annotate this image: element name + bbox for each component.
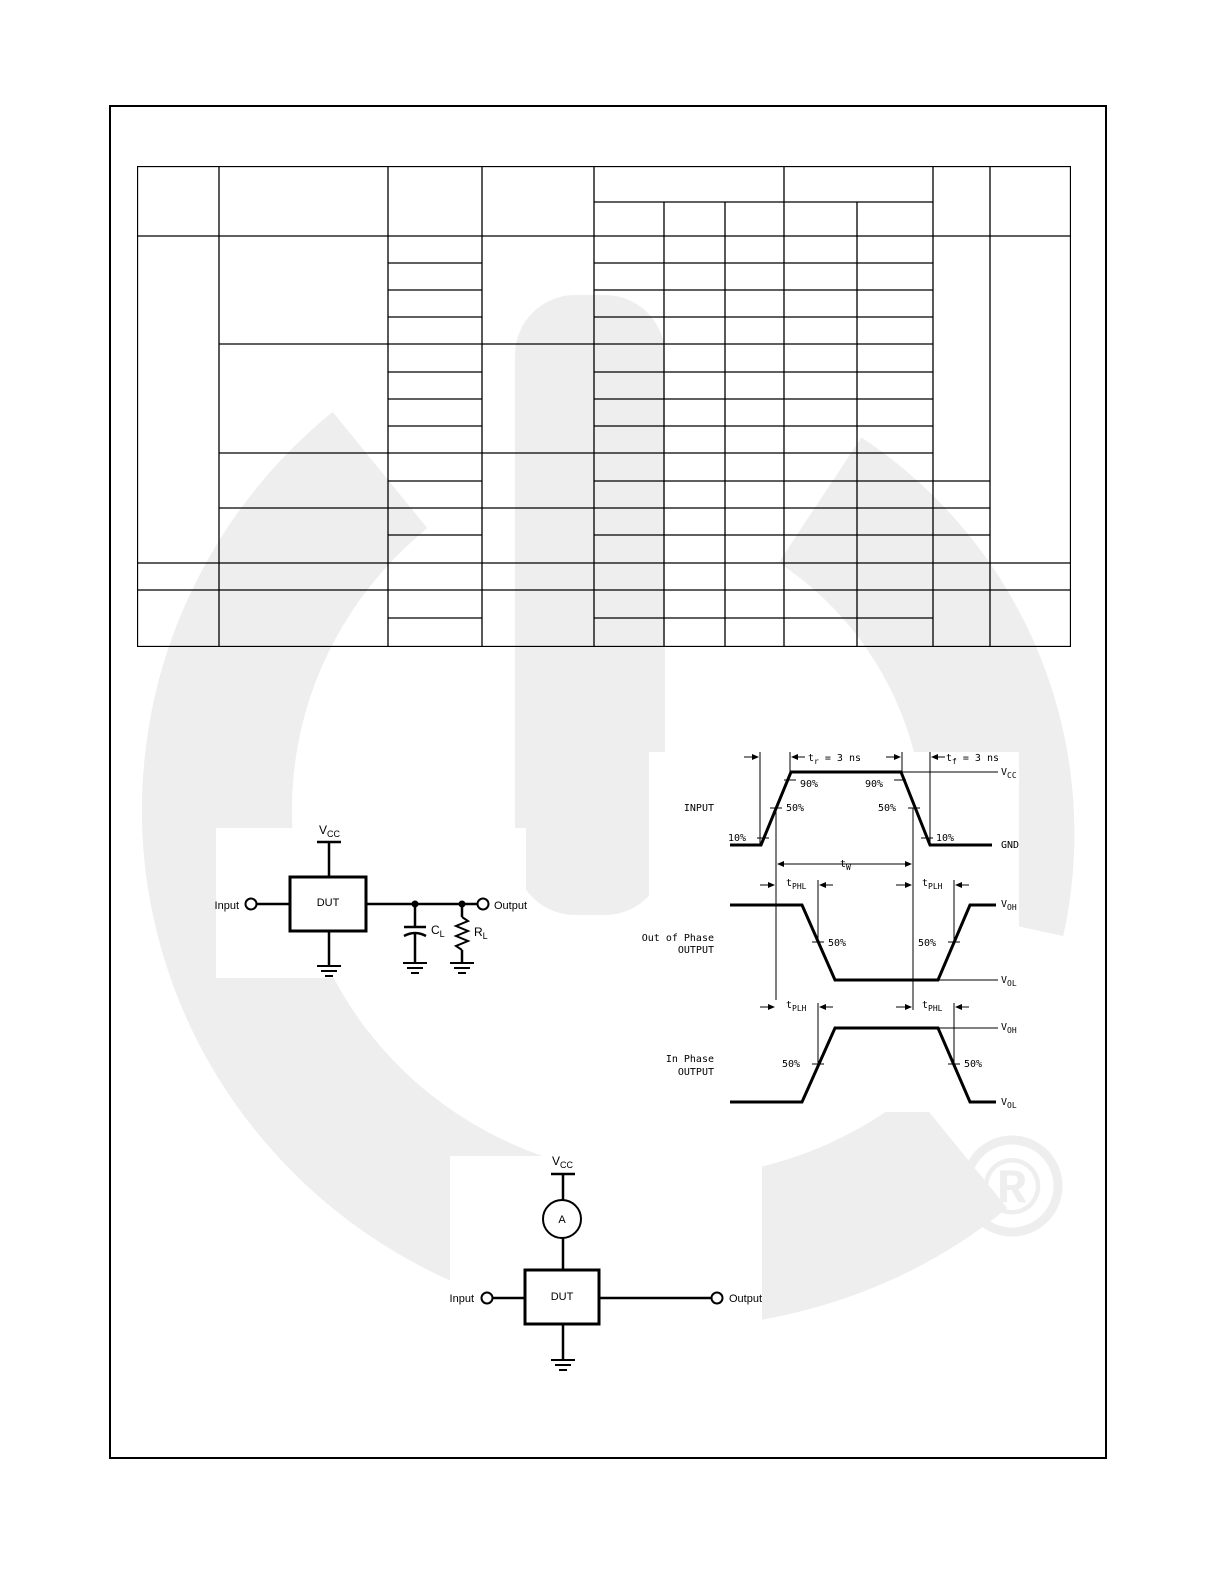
tw-label: $t_W$ [840, 859, 851, 872]
tf-label: $t_f = 3$ ns [946, 753, 1000, 766]
voh-label: $V_{OH}$ [1001, 899, 1017, 912]
input-label: Input [214, 900, 239, 912]
pct-50-rise: 50% [786, 803, 805, 814]
tplh-label: $t_{PLH}$ [922, 878, 943, 891]
tphl2-label: $t_{PHL}$ [922, 1000, 943, 1013]
input-label: INPUT [683, 803, 714, 814]
pct-50-oop-rise: 50% [918, 938, 937, 949]
pct-50-ip-fall: 50% [964, 1059, 983, 1070]
input-label: Input [449, 1293, 474, 1305]
watermark-registered-mark: ® [982, 1142, 1042, 1231]
out-of-phase-label-2: OUTPUT [677, 945, 714, 956]
vcc-label: $V_{CC}$ [1001, 767, 1017, 780]
gnd-label: GND [1001, 840, 1020, 851]
supply-label: $V_{CC}$ [319, 823, 341, 839]
meter-label: A [558, 1214, 566, 1226]
current-circuit-panel [450, 1156, 762, 1386]
dut-label: DUT [316, 897, 340, 909]
output-label: Output [494, 900, 528, 912]
supply-label: $V_{CC}$ [552, 1154, 574, 1170]
output-label: Output [729, 1293, 763, 1305]
in-phase-label-1: In Phase [665, 1054, 714, 1065]
tplh2-label: $t_{PLH}$ [786, 1000, 807, 1013]
pct-50-ip-rise: 50% [782, 1059, 801, 1070]
out-of-phase-label-1: Out of Phase [641, 933, 714, 944]
cap-label: $C_L$ [431, 923, 445, 939]
dut-label: DUT [550, 1291, 574, 1303]
tr-label: $t_r = 3$ ns [808, 753, 862, 766]
pct-10-rise: 10% [728, 833, 747, 844]
pct-50-fall: 50% [878, 803, 897, 814]
pct-90-rise: 90% [800, 779, 819, 790]
vol-label: $V_{OL}$ [1001, 975, 1017, 988]
voh2-label: $V_{OH}$ [1001, 1022, 1017, 1035]
tphl-label: $t_{PHL}$ [786, 878, 807, 891]
in-phase-label-2: OUTPUT [677, 1067, 714, 1078]
res-label: $R_L$ [474, 925, 488, 941]
pct-10-fall: 10% [936, 833, 955, 844]
vol2-label: $V_{OL}$ [1001, 1097, 1017, 1110]
pct-50-oop-fall: 50% [828, 938, 847, 949]
pct-90-fall: 90% [865, 779, 884, 790]
